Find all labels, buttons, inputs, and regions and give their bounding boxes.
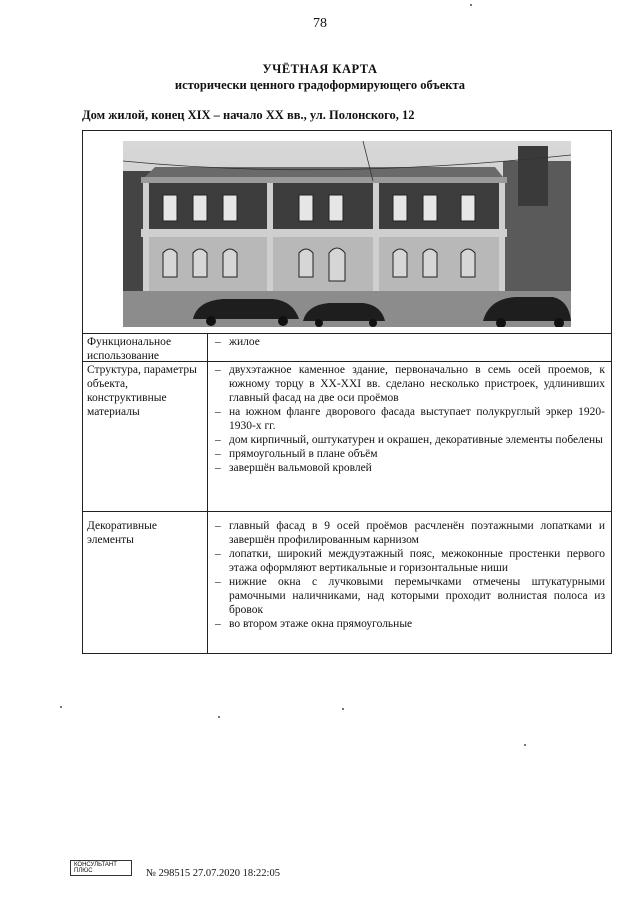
list-item: – лопатки, широкий междуэтажный пояс, межоконные простенки первого этажа оформляют вертикальные и горизонтальные ниши [215,547,605,575]
page-number: 78 [313,16,327,31]
list-item: – жилое [215,335,605,349]
stamp-logo-text: КОНСУЛЬТАНТ ПЛЮС [74,862,117,874]
scan-speck [524,744,526,746]
list-item: – во втором этаже окна прямоугольные [215,617,605,631]
list-item: – завершён вальмовой кровлей [215,461,605,475]
scan-speck [60,706,62,708]
row-decor [83,511,611,653]
scan-speck [218,716,220,718]
registration-card-table [82,130,612,654]
object-name: Дом жилой, конец XIX – начало XX вв., ул. Полонского, 12 [82,108,415,122]
scan-speck [342,708,344,710]
row-function-content [215,335,605,349]
row-decor-content [215,519,605,631]
row-structure-label: Структура, параметры объекта, конструктивные материалы [87,364,197,418]
row-function-label: Функциональное использование [87,336,172,362]
scan-speck [470,4,472,6]
list-item: – двухэтажное каменное здание, первоначально в семь осей проемов, к южному торцу в XX-XXI вв. сделано несколько пристроек, удлинивших главный фасад на две оси проёмов [215,363,605,405]
photo-cell [83,131,611,334]
list-item: – главный фасад в 9 осей проёмов расчленён поэтажными лопатками и завершён профилированным карнизом [215,519,605,547]
list-item: – прямоугольный в плане объём [215,447,605,461]
card-title: УЧЁТНАЯ КАРТА [262,62,378,76]
row-function [83,333,611,362]
building-photo [123,141,571,327]
row-structure [83,361,611,512]
list-item: – нижние окна с лучковыми перемычками отмечены штукатурными рамочными наличниками, над которыми проходит волнистая полоса из бровок [215,575,605,617]
row-structure-content [215,363,605,475]
list-item: – дом кирпичный, оштукатурен и окрашен, декоративные элементы побелены [215,433,605,447]
card-subtitle: исторически ценного градоформирующего объекта [174,78,466,92]
row-decor-label: Декоративные элементы [87,520,157,546]
consultant-stamp [70,856,136,878]
document-code: № 298515 27.07.2020 18:22:05 [146,868,280,879]
list-item: – на южном фланге дворового фасада выступает полукруглый эркер 1920-1930-х гг. [215,405,605,433]
